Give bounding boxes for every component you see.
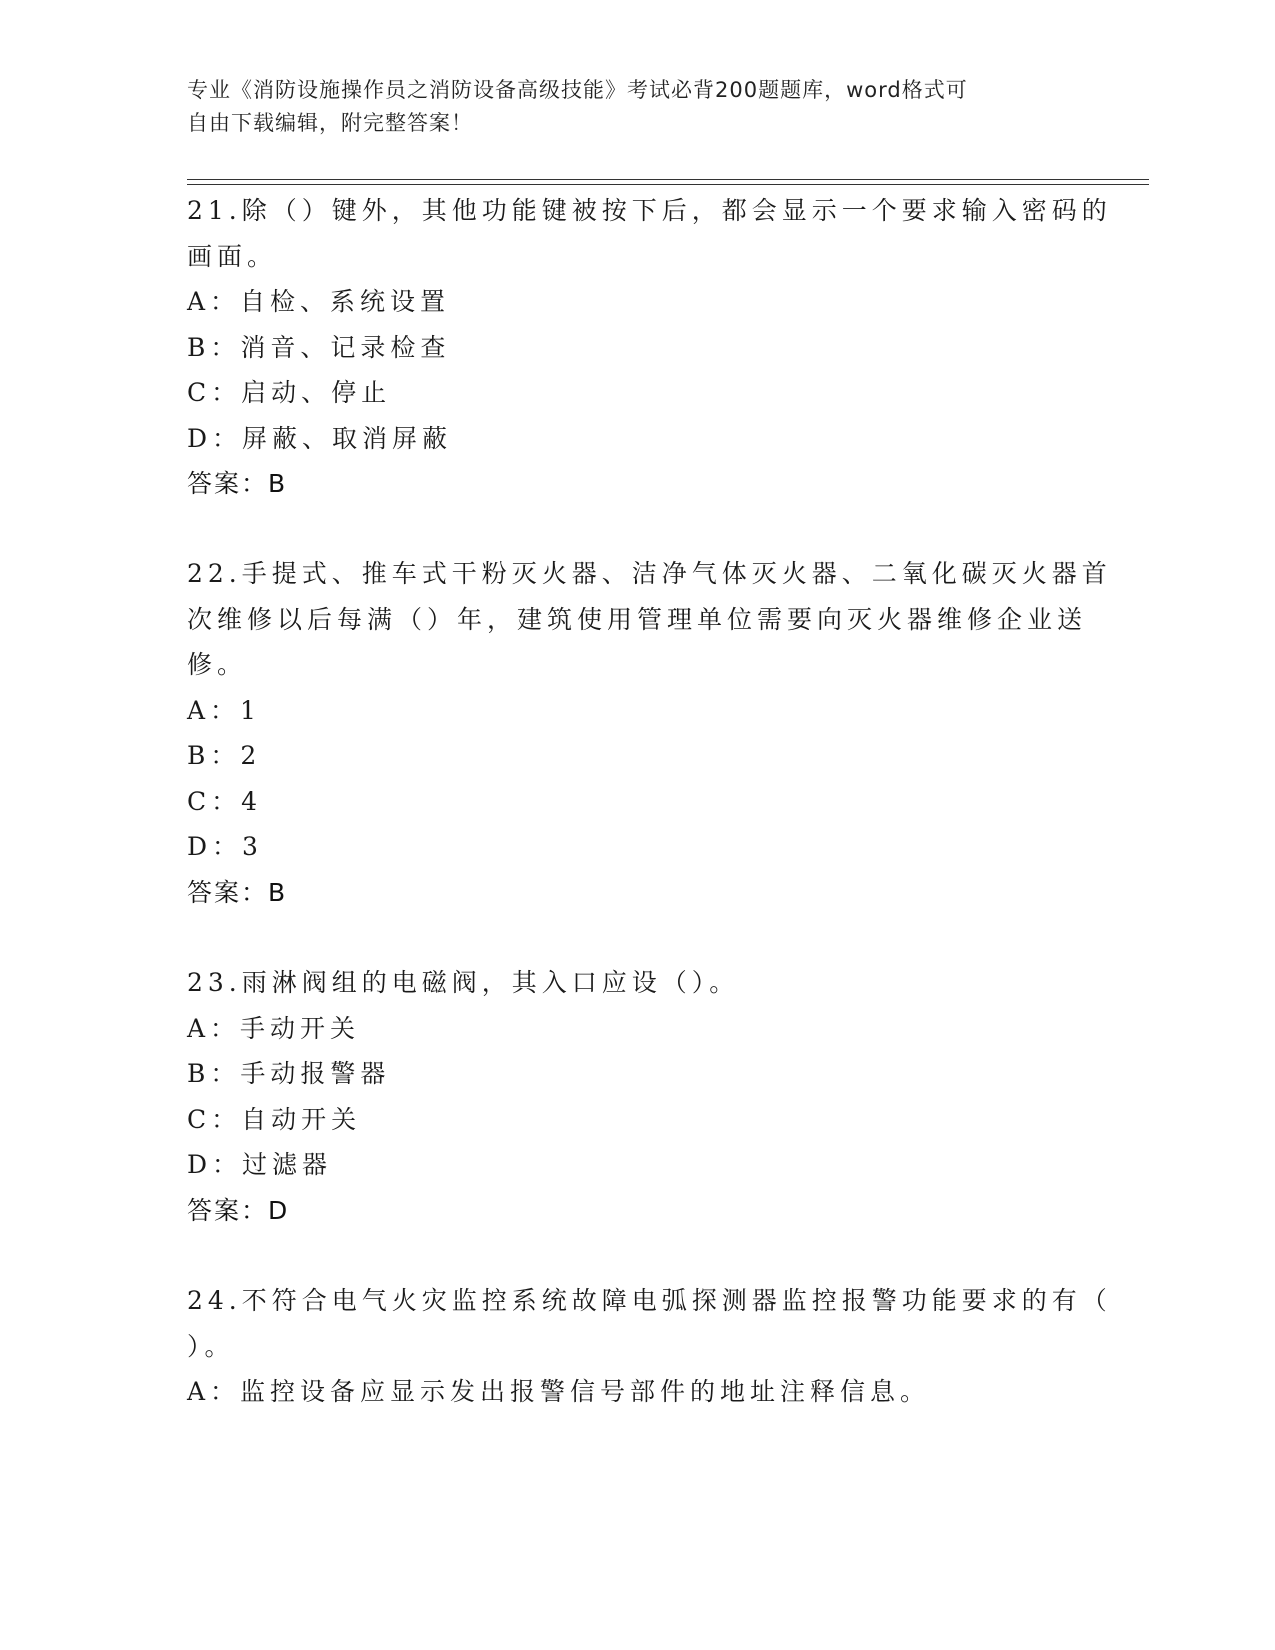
question-24	[187, 1278, 1112, 1415]
question-23	[187, 960, 1087, 1233]
answer-line: 答案：D	[187, 1195, 290, 1225]
option-c: C：自动开关	[187, 1104, 362, 1134]
option-a: A：手动开关	[187, 1013, 361, 1043]
option-d: D：3	[187, 832, 263, 861]
question-stem-line: 画面。	[187, 241, 278, 271]
option-d: D：屏蔽、取消屏蔽	[187, 423, 453, 453]
question-stem-line: ）。	[187, 1331, 235, 1361]
question-stem-line: 22.手提式、推车式干粉灭火器、洁净气体灭火器、二氧化碳灭火器首	[187, 559, 1112, 588]
question-stem-line: 24.不符合电气火灾监控系统故障电弧探测器监控报警功能要求的有（	[187, 1286, 1112, 1315]
answer-line: 答案：B	[187, 877, 288, 907]
question-stem-line: 21.除（）键外，其他功能键被按下后，都会显示一个要求输入密码的	[187, 196, 1112, 225]
question-22	[187, 551, 1112, 915]
question-stem-line: 修。	[187, 650, 248, 679]
option-c: C：启动、停止	[187, 378, 392, 407]
header-line-1: 专业《消防设施操作员之消防设备高级技能》考试必背200题题库，word格式可	[187, 78, 968, 102]
answer-line: 答案：B	[187, 469, 288, 498]
option-a: A：监控设备应显示发出报警信号部件的地址注释信息。	[187, 1377, 931, 1406]
question-21	[187, 188, 1112, 507]
option-a: A：自检、系统设置	[187, 287, 451, 316]
option-c: C：4	[187, 786, 263, 816]
option-b: B：消音、记录检查	[187, 332, 451, 362]
header-divider-bottom	[187, 184, 1149, 185]
header-line-2: 自由下载编辑，附完整答案！	[187, 111, 473, 135]
option-b: B：手动报警器	[187, 1059, 391, 1088]
document-header	[187, 74, 1067, 140]
option-d: D：过滤器	[187, 1150, 333, 1179]
option-b: B：2	[187, 741, 262, 770]
header-divider-top	[187, 179, 1149, 180]
question-stem-line: 23.雨淋阀组的电磁阀，其入口应设（）。	[187, 968, 740, 997]
option-a: A：1	[187, 695, 261, 725]
question-stem-line: 次维修以后每满（）年，建筑使用管理单位需要向灭火器维修企业送	[187, 604, 1088, 634]
